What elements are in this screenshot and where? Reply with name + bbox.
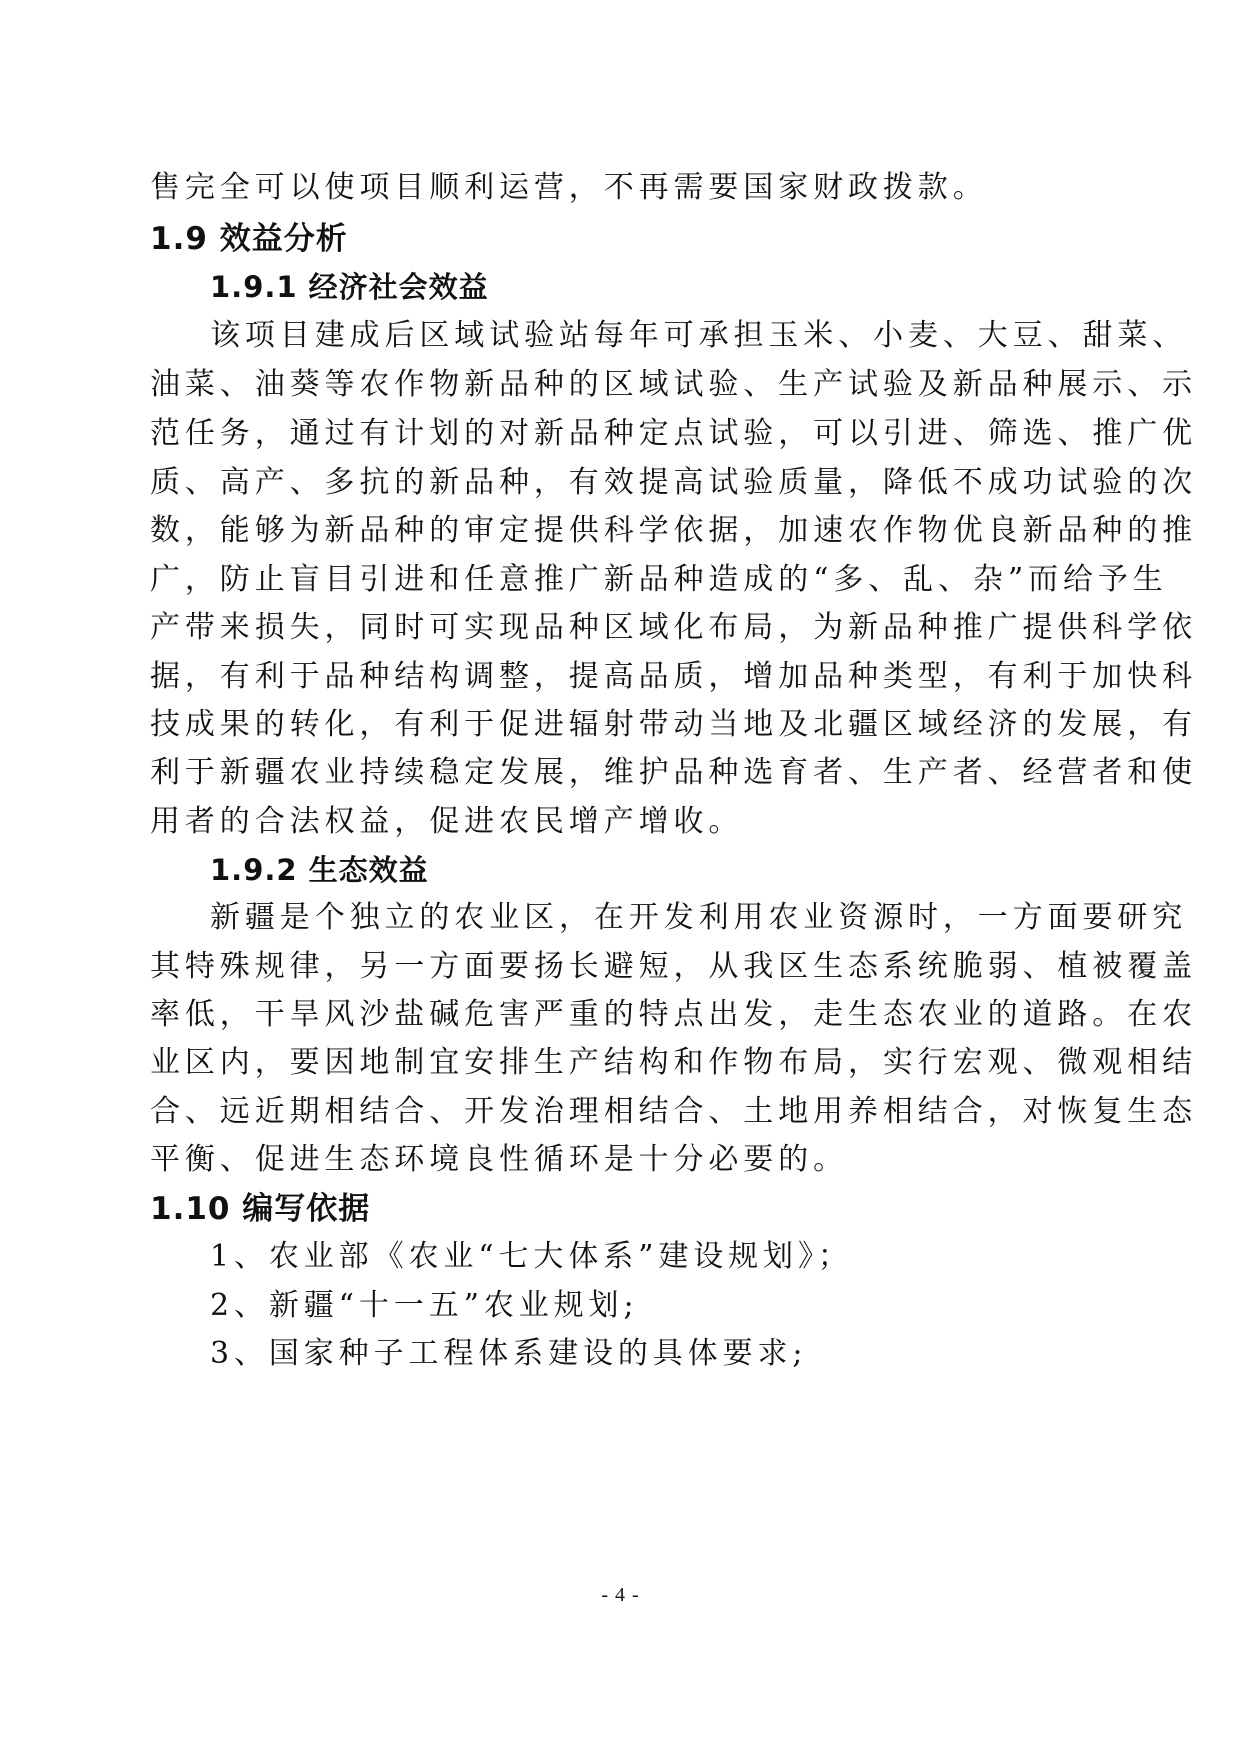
paragraph-continuation: 售完全可以使项目顺利运营，不再需要国家财政拨款。 <box>150 170 988 205</box>
paragraph-line: 据，有利于品种结构调整，提高品质，增加品种类型，有利于加快科 <box>150 659 1197 694</box>
paragraph-line: 平衡、促进生态环境良性循环是十分必要的。 <box>150 1142 848 1177</box>
paragraph-line: 广，防止盲目引进和任意推广新品种造成的“多、乱、杂”而给予生 <box>150 562 1168 597</box>
list-item: 2、新疆“十一五”农业规划; <box>210 1288 639 1323</box>
paragraph-line: 范任务，通过有计划的对新品种定点试验，可以引进、筛选、推广优 <box>150 416 1197 451</box>
paragraph-line: 其特殊规律，另一方面要扬长避短，从我区生态系统脆弱、植被覆盖 <box>150 949 1197 984</box>
paragraph-line: 率低，干旱风沙盐碱危害严重的特点出发，走生态农业的道路。在农 <box>150 997 1197 1032</box>
section-heading-1-10: 1.10 编写依据 <box>150 1191 371 1227</box>
paragraph-line: 用者的合法权益，促进农民增产增收。 <box>150 804 744 839</box>
paragraph-line: 产带来损失，同时可实现品种区域化布局，为新品种推广提供科学依 <box>150 610 1197 645</box>
list-item: 1、农业部《农业“七大体系”建设规划》； <box>210 1239 853 1274</box>
paragraph-line: 该项目建成后区域试验站每年可承担玉米、小麦、大豆、甜菜、 <box>210 318 1188 353</box>
paragraph-line: 技成果的转化，有利于促进辐射带动当地及北疆区域经济的发展，有 <box>150 707 1197 742</box>
page-number: - 4 - <box>601 1584 640 1606</box>
list-item: 3、国家种子工程体系建设的具体要求; <box>210 1336 808 1371</box>
subsection-heading-1-9-2: 1.9.2 生态效益 <box>210 853 429 887</box>
paragraph-line: 合、远近期相结合、开发治理相结合、土地用养相结合，对恢复生态 <box>150 1094 1197 1129</box>
paragraph-line: 利于新疆农业持续稳定发展，维护品种选育者、生产者、经营者和使 <box>150 755 1197 790</box>
paragraph-line: 业区内，要因地制宜安排生产结构和作物布局，实行宏观、微观相结 <box>150 1045 1197 1080</box>
paragraph-line: 质、高产、多抗的新品种，有效提高试验质量，降低不成功试验的次 <box>150 465 1197 500</box>
paragraph-line: 油菜、油葵等农作物新品种的区域试验、生产试验及新品种展示、示 <box>150 367 1197 402</box>
section-heading-1-9: 1.9 效益分析 <box>150 221 348 257</box>
subsection-heading-1-9-1: 1.9.1 经济社会效益 <box>210 270 489 304</box>
paragraph-line: 数，能够为新品种的审定提供科学依据，加速农作物优良新品种的推 <box>150 513 1197 548</box>
paragraph-line: 新疆是个独立的农业区，在开发利用农业资源时，一方面要研究 <box>210 900 1188 935</box>
